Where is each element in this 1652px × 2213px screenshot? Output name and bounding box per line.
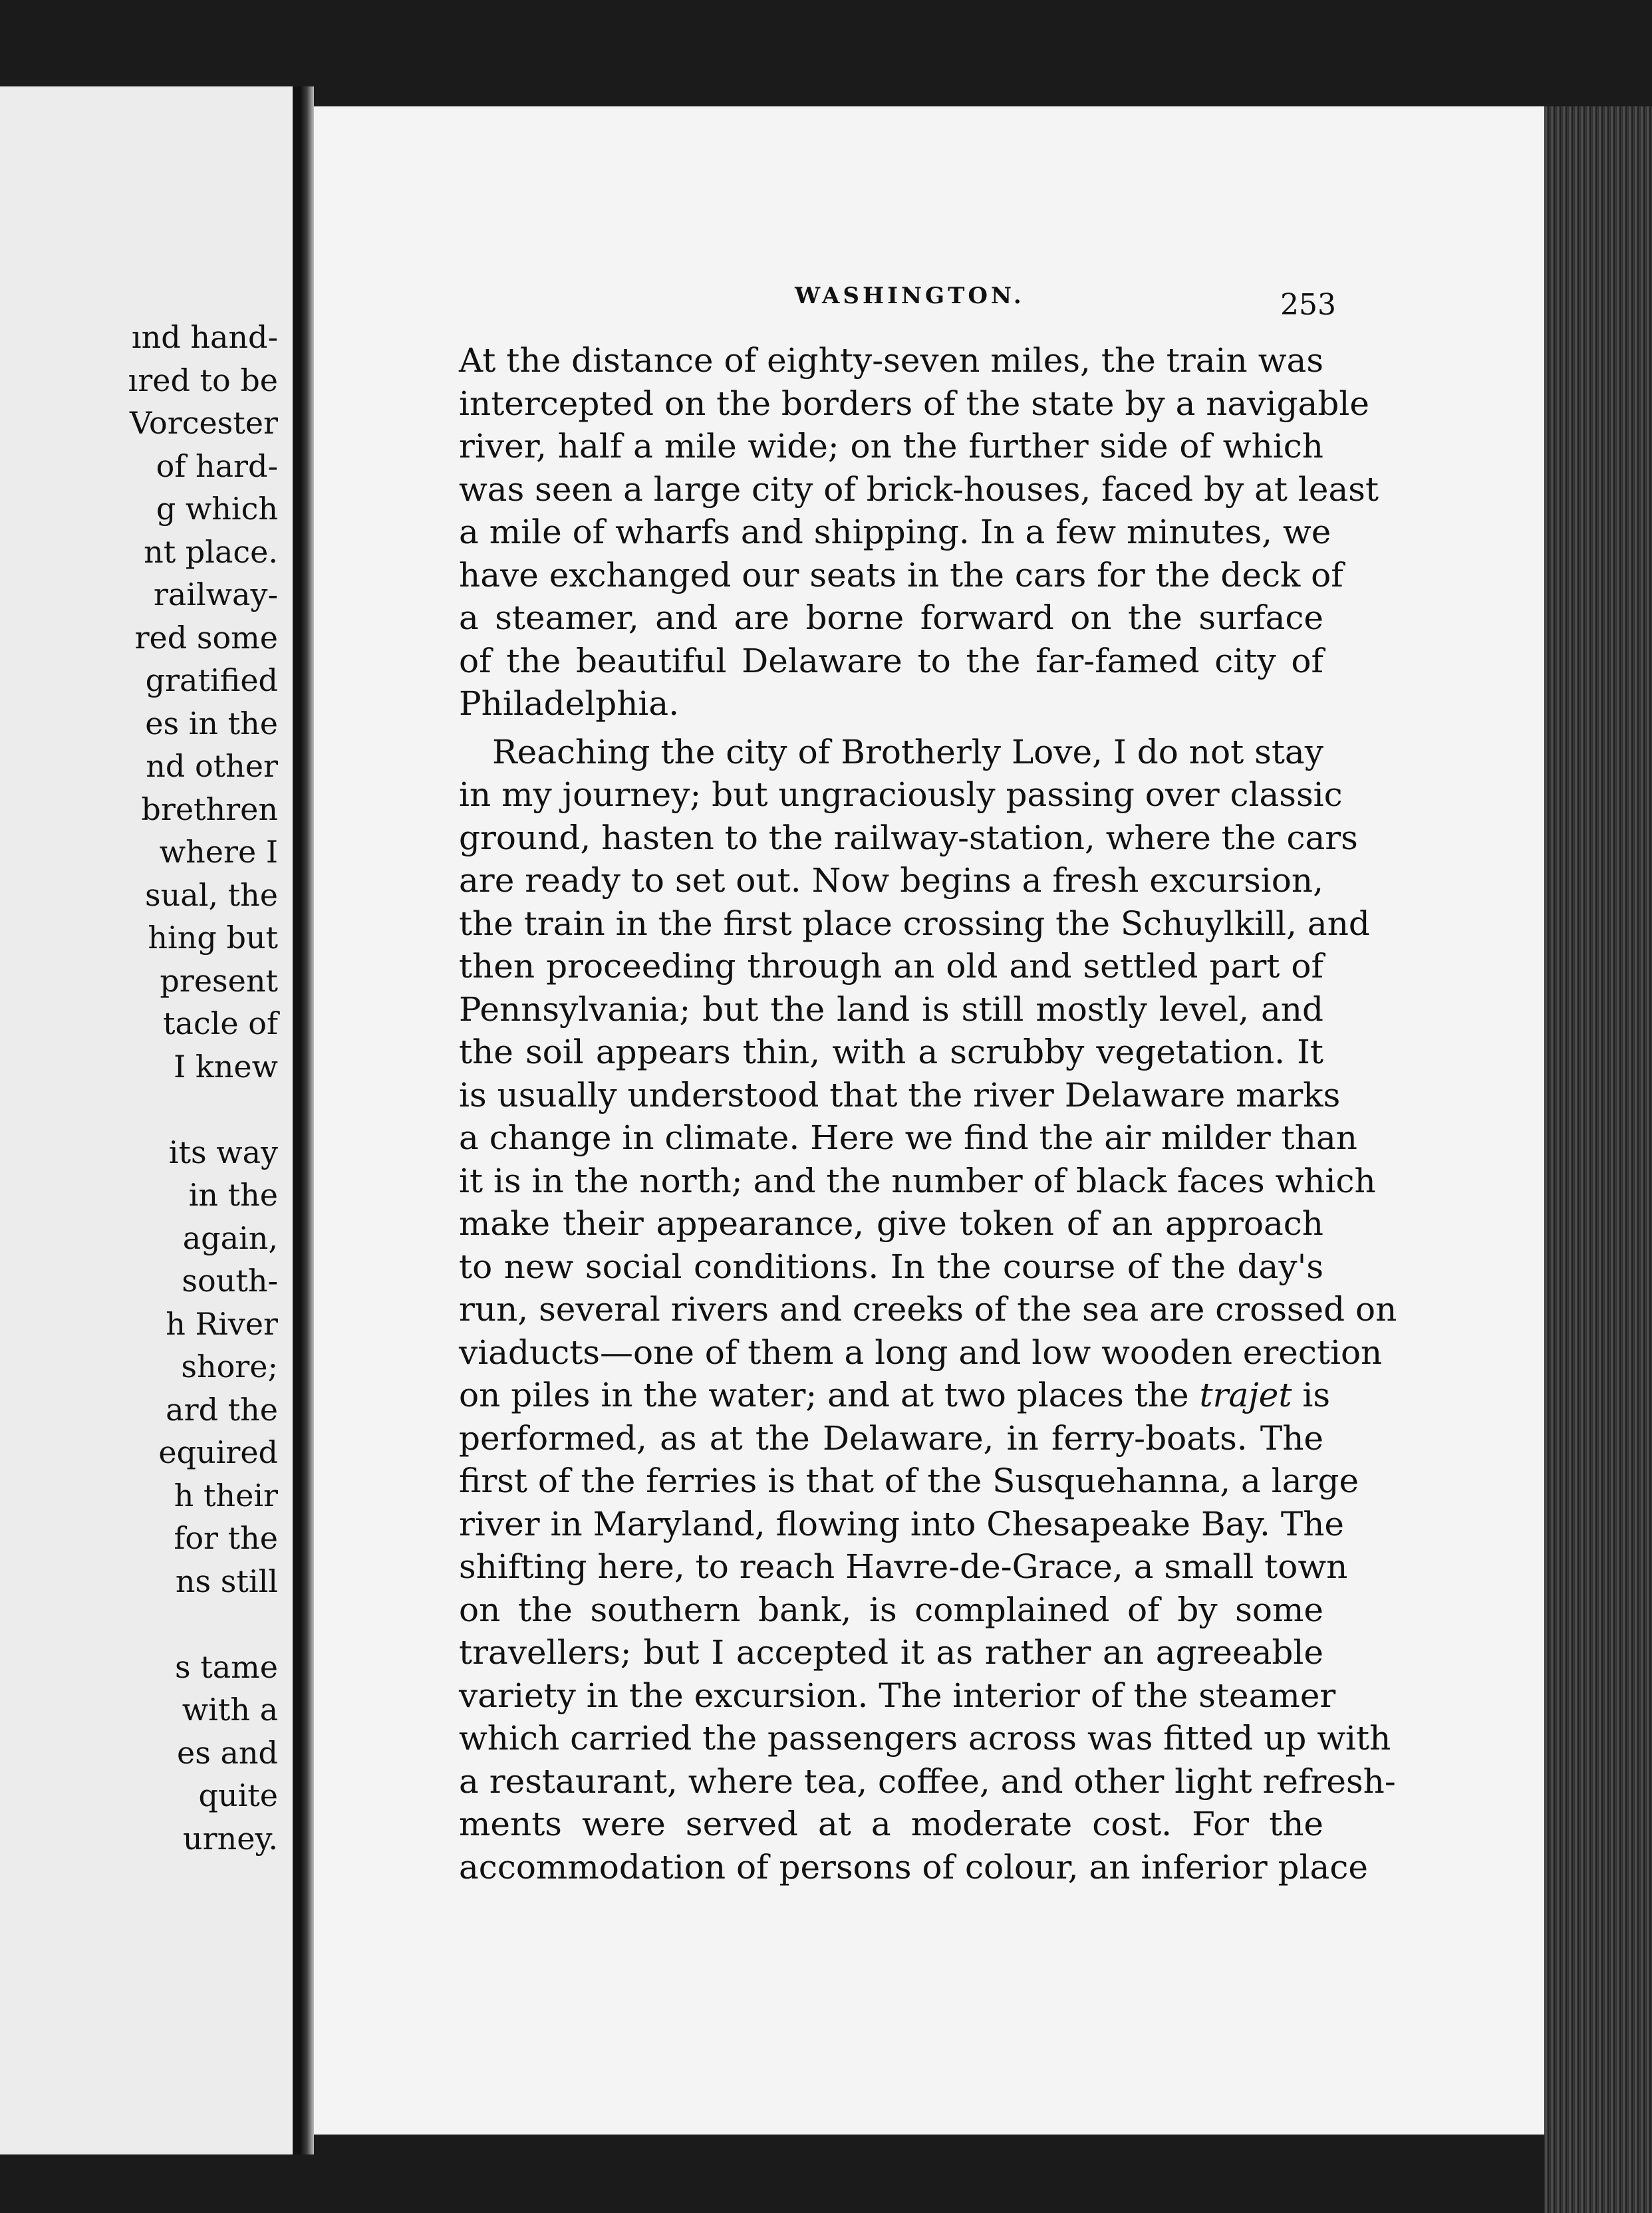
left-page-line: h their xyxy=(174,1477,278,1513)
left-page-line: for the xyxy=(174,1520,278,1556)
left-page-line: es and xyxy=(177,1734,278,1771)
text-line: to new social conditions. In the course of the day's xyxy=(459,1247,1323,1286)
text-line: a steamer, and are borne forward on the surface xyxy=(459,598,1323,637)
left-page-line: hing but xyxy=(148,920,278,956)
text-line: in my journey; but ungraciously passing over classic xyxy=(459,775,1343,814)
left-page-line: ard the xyxy=(166,1391,278,1428)
text-line: intercepted on the borders of the state by a navigable xyxy=(459,384,1369,423)
text-line: river in Maryland, flowing into Chesapeake Bay. The xyxy=(459,1504,1344,1543)
left-page-line: Vorcester xyxy=(130,405,278,441)
text-line: ments were served at a moderate cost. For the xyxy=(459,1805,1323,1843)
text-line: of the beautiful Delaware to the far-famed city of xyxy=(459,641,1323,680)
text-line: a mile of wharfs and shipping. In a few minutes, we xyxy=(459,513,1331,551)
left-page-line: with a xyxy=(182,1692,278,1728)
text-line: on piles in the water; and at two places the trajet is xyxy=(459,1376,1330,1414)
left-page-line: s tame xyxy=(175,1648,278,1685)
left-page-line: south- xyxy=(182,1263,278,1299)
text-line: a restaurant, where tea, coffee, and other light refresh- xyxy=(459,1761,1396,1801)
text-line: are ready to set out. Now begins a fresh excursion, xyxy=(459,861,1323,900)
text-line: accommodation of persons of colour, an inferior place xyxy=(459,1847,1368,1887)
page-number: 253 xyxy=(1280,288,1336,322)
left-page-line: red some xyxy=(134,619,278,656)
left-page-line: brethren xyxy=(141,791,278,827)
text-line: shifting here, to reach Havre-de-Grace, a small town xyxy=(459,1547,1348,1586)
left-page-line: where I xyxy=(159,834,278,870)
text-line: on the southern bank, is complained of by some xyxy=(459,1590,1323,1629)
left-page-line: quite xyxy=(198,1777,278,1813)
text-line: the soil appears thin, with a scrubby vegetation. It xyxy=(459,1033,1323,1071)
text-line: it is in the north; and the number of black faces which xyxy=(459,1161,1376,1200)
left-page-line: present xyxy=(160,962,278,999)
text-line: is usually understood that the river Delaware marks xyxy=(459,1075,1341,1114)
text-line: travellers; but I accepted it as rather an agreeable xyxy=(459,1633,1323,1672)
book-gutter xyxy=(299,86,314,2154)
text-line: Philadelphia. xyxy=(459,684,680,723)
running-head: WASHINGTON. xyxy=(795,283,1025,309)
left-page-line: in the xyxy=(188,1177,278,1213)
left-page-line: es in the xyxy=(145,705,278,741)
left-page-line: shore; xyxy=(181,1349,278,1384)
text-line: which carried the passengers across was fitted up with xyxy=(459,1719,1391,1757)
text-line: variety in the excursion. The interior of the steamer xyxy=(459,1676,1336,1715)
left-page-line: ıred to be xyxy=(128,362,278,398)
left-page-line: h River xyxy=(166,1305,278,1342)
text-line: was seen a large city of brick-houses, faced by at least xyxy=(459,469,1379,509)
left-page-line: nt place. xyxy=(144,533,278,570)
text-line: first of the ferries is that of the Susquehanna, a large xyxy=(459,1462,1359,1500)
left-page xyxy=(0,86,299,2154)
left-page-line: I knew xyxy=(174,1048,278,1085)
left-page-line: g which xyxy=(156,491,278,527)
text-line: performed, as at the Delaware, in ferry-boats. The xyxy=(459,1418,1323,1458)
left-page-line: railway- xyxy=(153,577,278,612)
text-line: have exchanged our seats in the cars for the deck of xyxy=(459,555,1343,594)
left-page-line: ınd hand- xyxy=(131,319,278,355)
left-page-line: ns still xyxy=(175,1563,278,1599)
page-edge-stack xyxy=(1544,106,1652,2213)
left-page-line: nd other xyxy=(146,748,278,784)
text-line: viaducts—one of them a long and low wooden erection xyxy=(459,1333,1383,1372)
text-line: a change in climate. Here we find the air milder than xyxy=(459,1118,1357,1157)
left-page-line: tacle of xyxy=(163,1005,278,1041)
left-page-line: sual, the xyxy=(145,876,278,913)
left-page-line: urney. xyxy=(183,1820,278,1857)
text-line: At the distance of eighty-seven miles, the train was xyxy=(459,341,1323,380)
left-page-line: its way xyxy=(168,1134,278,1170)
text-line: Pennsylvania; but the land is still mostly level, and xyxy=(459,989,1323,1029)
text-line: ground, hasten to the railway-station, where the cars xyxy=(459,818,1358,857)
left-page-line: of hard- xyxy=(156,448,278,484)
text-line: river, half a mile wide; on the further side of which xyxy=(459,427,1323,465)
text-line: then proceeding through an old and settled part of xyxy=(459,947,1323,985)
text-line: make their appearance, give token of an approach xyxy=(459,1204,1323,1243)
left-page-line: gratified xyxy=(145,662,278,698)
text-line: run, several rivers and creeks of the sea are crossed on xyxy=(459,1290,1397,1329)
text-line: the train in the first place crossing the Schuylkill, and xyxy=(459,904,1370,943)
left-page-line: equired xyxy=(158,1434,278,1470)
left-page-line: again, xyxy=(182,1220,278,1256)
text-line: Reaching the city of Brotherly Love, I do not stay xyxy=(492,732,1323,771)
